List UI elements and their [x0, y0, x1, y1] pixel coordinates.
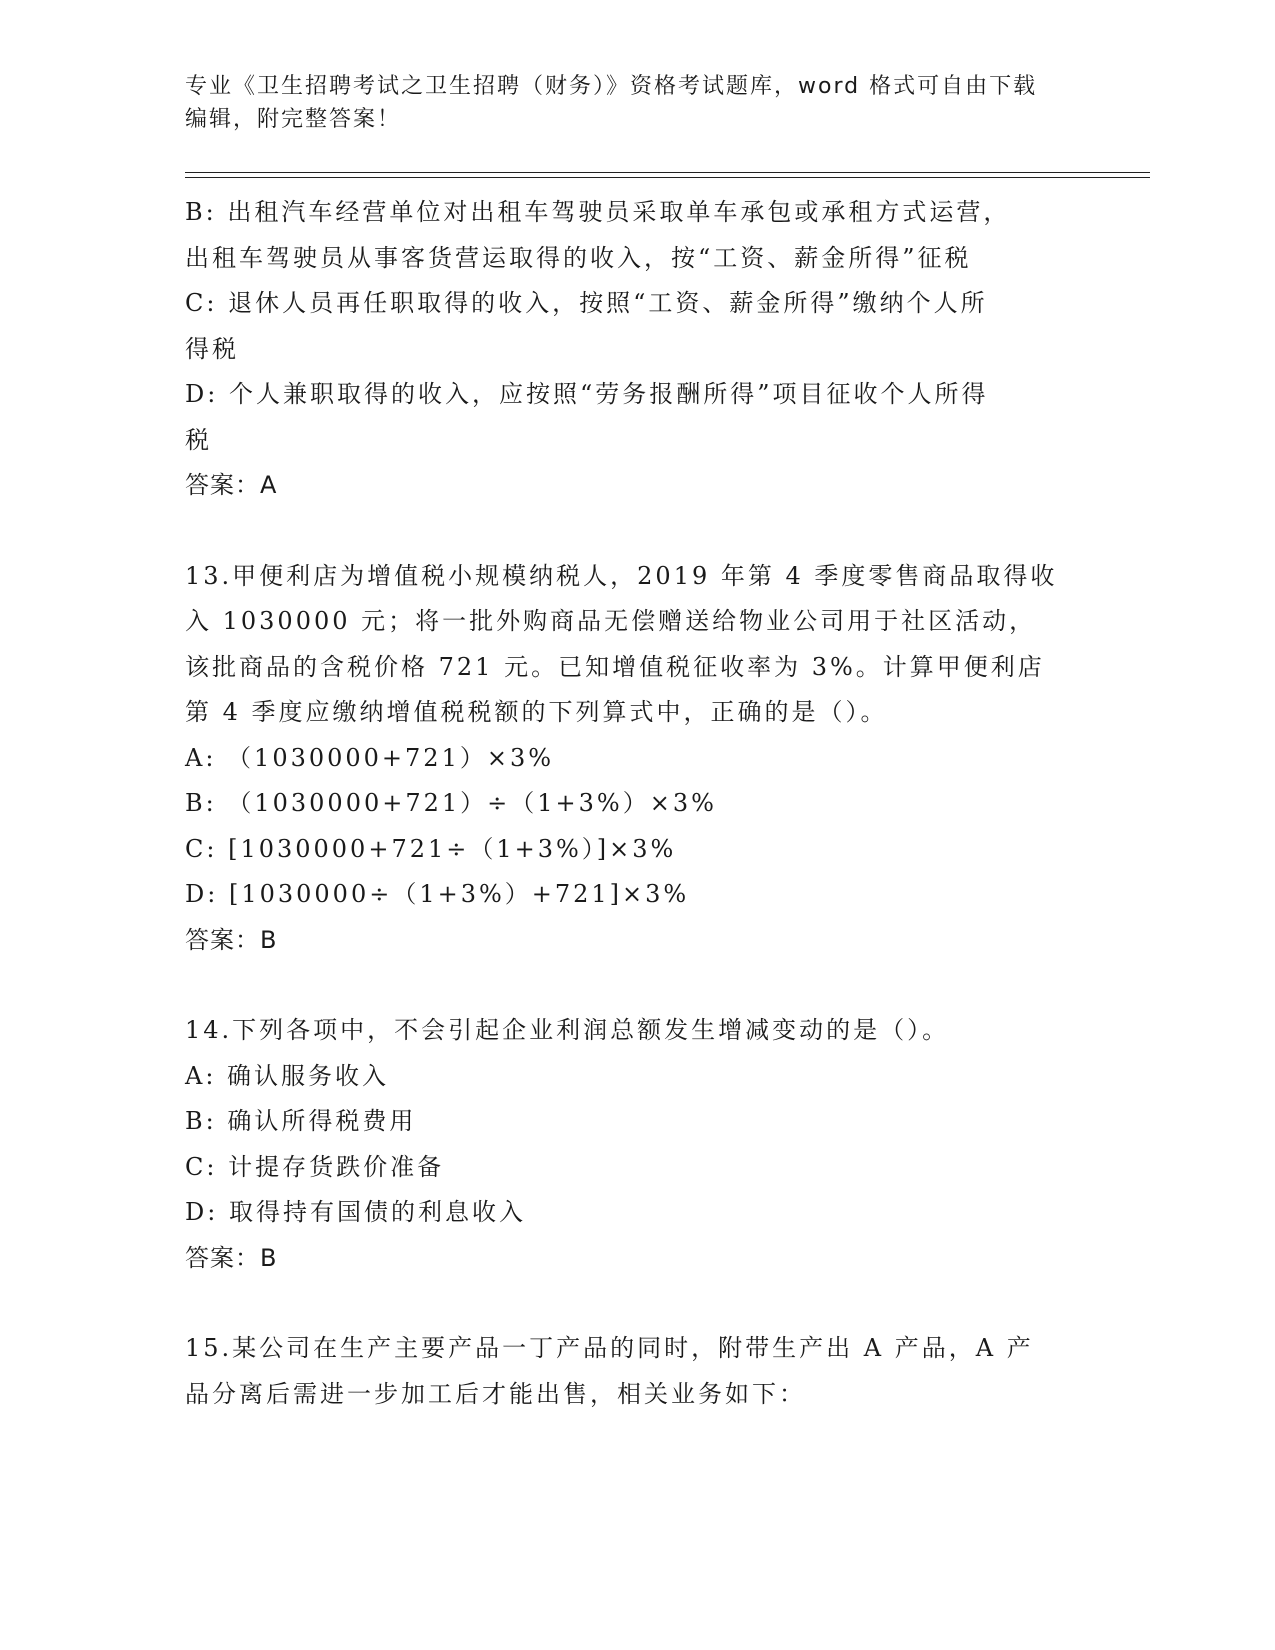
q13-stem-line-3: 该批商品的含税价格 721 元。已知增值税征收率为 3%。计算甲便利店	[185, 652, 1045, 681]
question-12-block	[185, 190, 1085, 509]
q13-option-d: D: [1030000÷（1+3%）+721]×3%	[185, 880, 690, 908]
q13-option-a: A: （1030000+721）×3%	[185, 743, 555, 772]
q12-option-d-line-1: D: 个人兼职取得的收入，应按照“劳务报酬所得”项目征收个人所得	[185, 380, 989, 408]
q13-stem-line-1: 13.甲便利店为增值税小规模纳税人，2019 年第 4 季度零售商品取得收	[185, 561, 1058, 590]
q13-stem-line-4: 第 4 季度应缴纳增值税税额的下列算式中，正确的是（）。	[185, 698, 888, 726]
q13-option-c: C: [1030000+721÷（1+3%）]×3%	[185, 834, 677, 863]
q13-option-b: B: （1030000+721）÷（1+3%）×3%	[185, 789, 717, 817]
q12-option-b-line-2: 出租车驾驶员从事客货营运取得的收入，按“工资、薪金所得”征税	[185, 243, 972, 272]
q15-stem-line-2: 品分离后需进一步加工后才能出售，相关业务如下：	[185, 1379, 806, 1408]
document-header	[185, 70, 1085, 136]
spacer	[185, 1281, 1085, 1326]
q14-answer: 答案：B	[185, 1243, 278, 1272]
q14-option-d: D: 取得持有国债的利息收入	[185, 1198, 526, 1226]
q12-option-c-line-1: C: 退休人员再任职取得的收入，按照“工资、薪金所得”缴纳个人所	[185, 289, 988, 317]
question-15-block	[185, 1326, 1085, 1417]
q14-stem: 14.下列各项中，不会引起企业利润总额发生增减变动的是（）。	[185, 1016, 950, 1044]
question-14-block	[185, 1008, 1085, 1281]
header-rule-top	[185, 172, 1150, 173]
q13-answer: 答案：B	[185, 925, 278, 954]
question-13-block	[185, 554, 1085, 964]
q13-stem-line-2: 入 1030000 元；将一批外购商品无偿赠送给物业公司用于社区活动，	[185, 607, 1037, 635]
q15-stem-line-1: 15.某公司在生产主要产品一丁产品的同时，附带生产出 A 产品，A 产	[185, 1334, 1034, 1362]
q14-option-c: C: 计提存货跌价准备	[185, 1152, 445, 1181]
header-rule-bottom	[185, 177, 1150, 178]
header-line-1: 专业《卫生招聘考试之卫生招聘（财务）》资格考试题库，word 格式可自由下载	[185, 74, 1038, 99]
q12-option-d-line-2: 税	[185, 425, 212, 454]
q12-option-c-line-2: 得税	[185, 334, 239, 363]
header-line-2: 编辑，附完整答案！	[185, 107, 402, 132]
q14-option-a: A: 确认服务收入	[185, 1061, 390, 1090]
q12-answer: 答案：A	[185, 471, 278, 499]
spacer	[185, 963, 1085, 1008]
spacer	[185, 509, 1085, 554]
document-body	[185, 190, 1085, 1417]
q14-option-b: B: 确认所得税费用	[185, 1107, 417, 1135]
q12-option-b-line-1: B: 出租汽车经营单位对出租车驾驶员采取单车承包或承租方式运营，	[185, 198, 1011, 226]
